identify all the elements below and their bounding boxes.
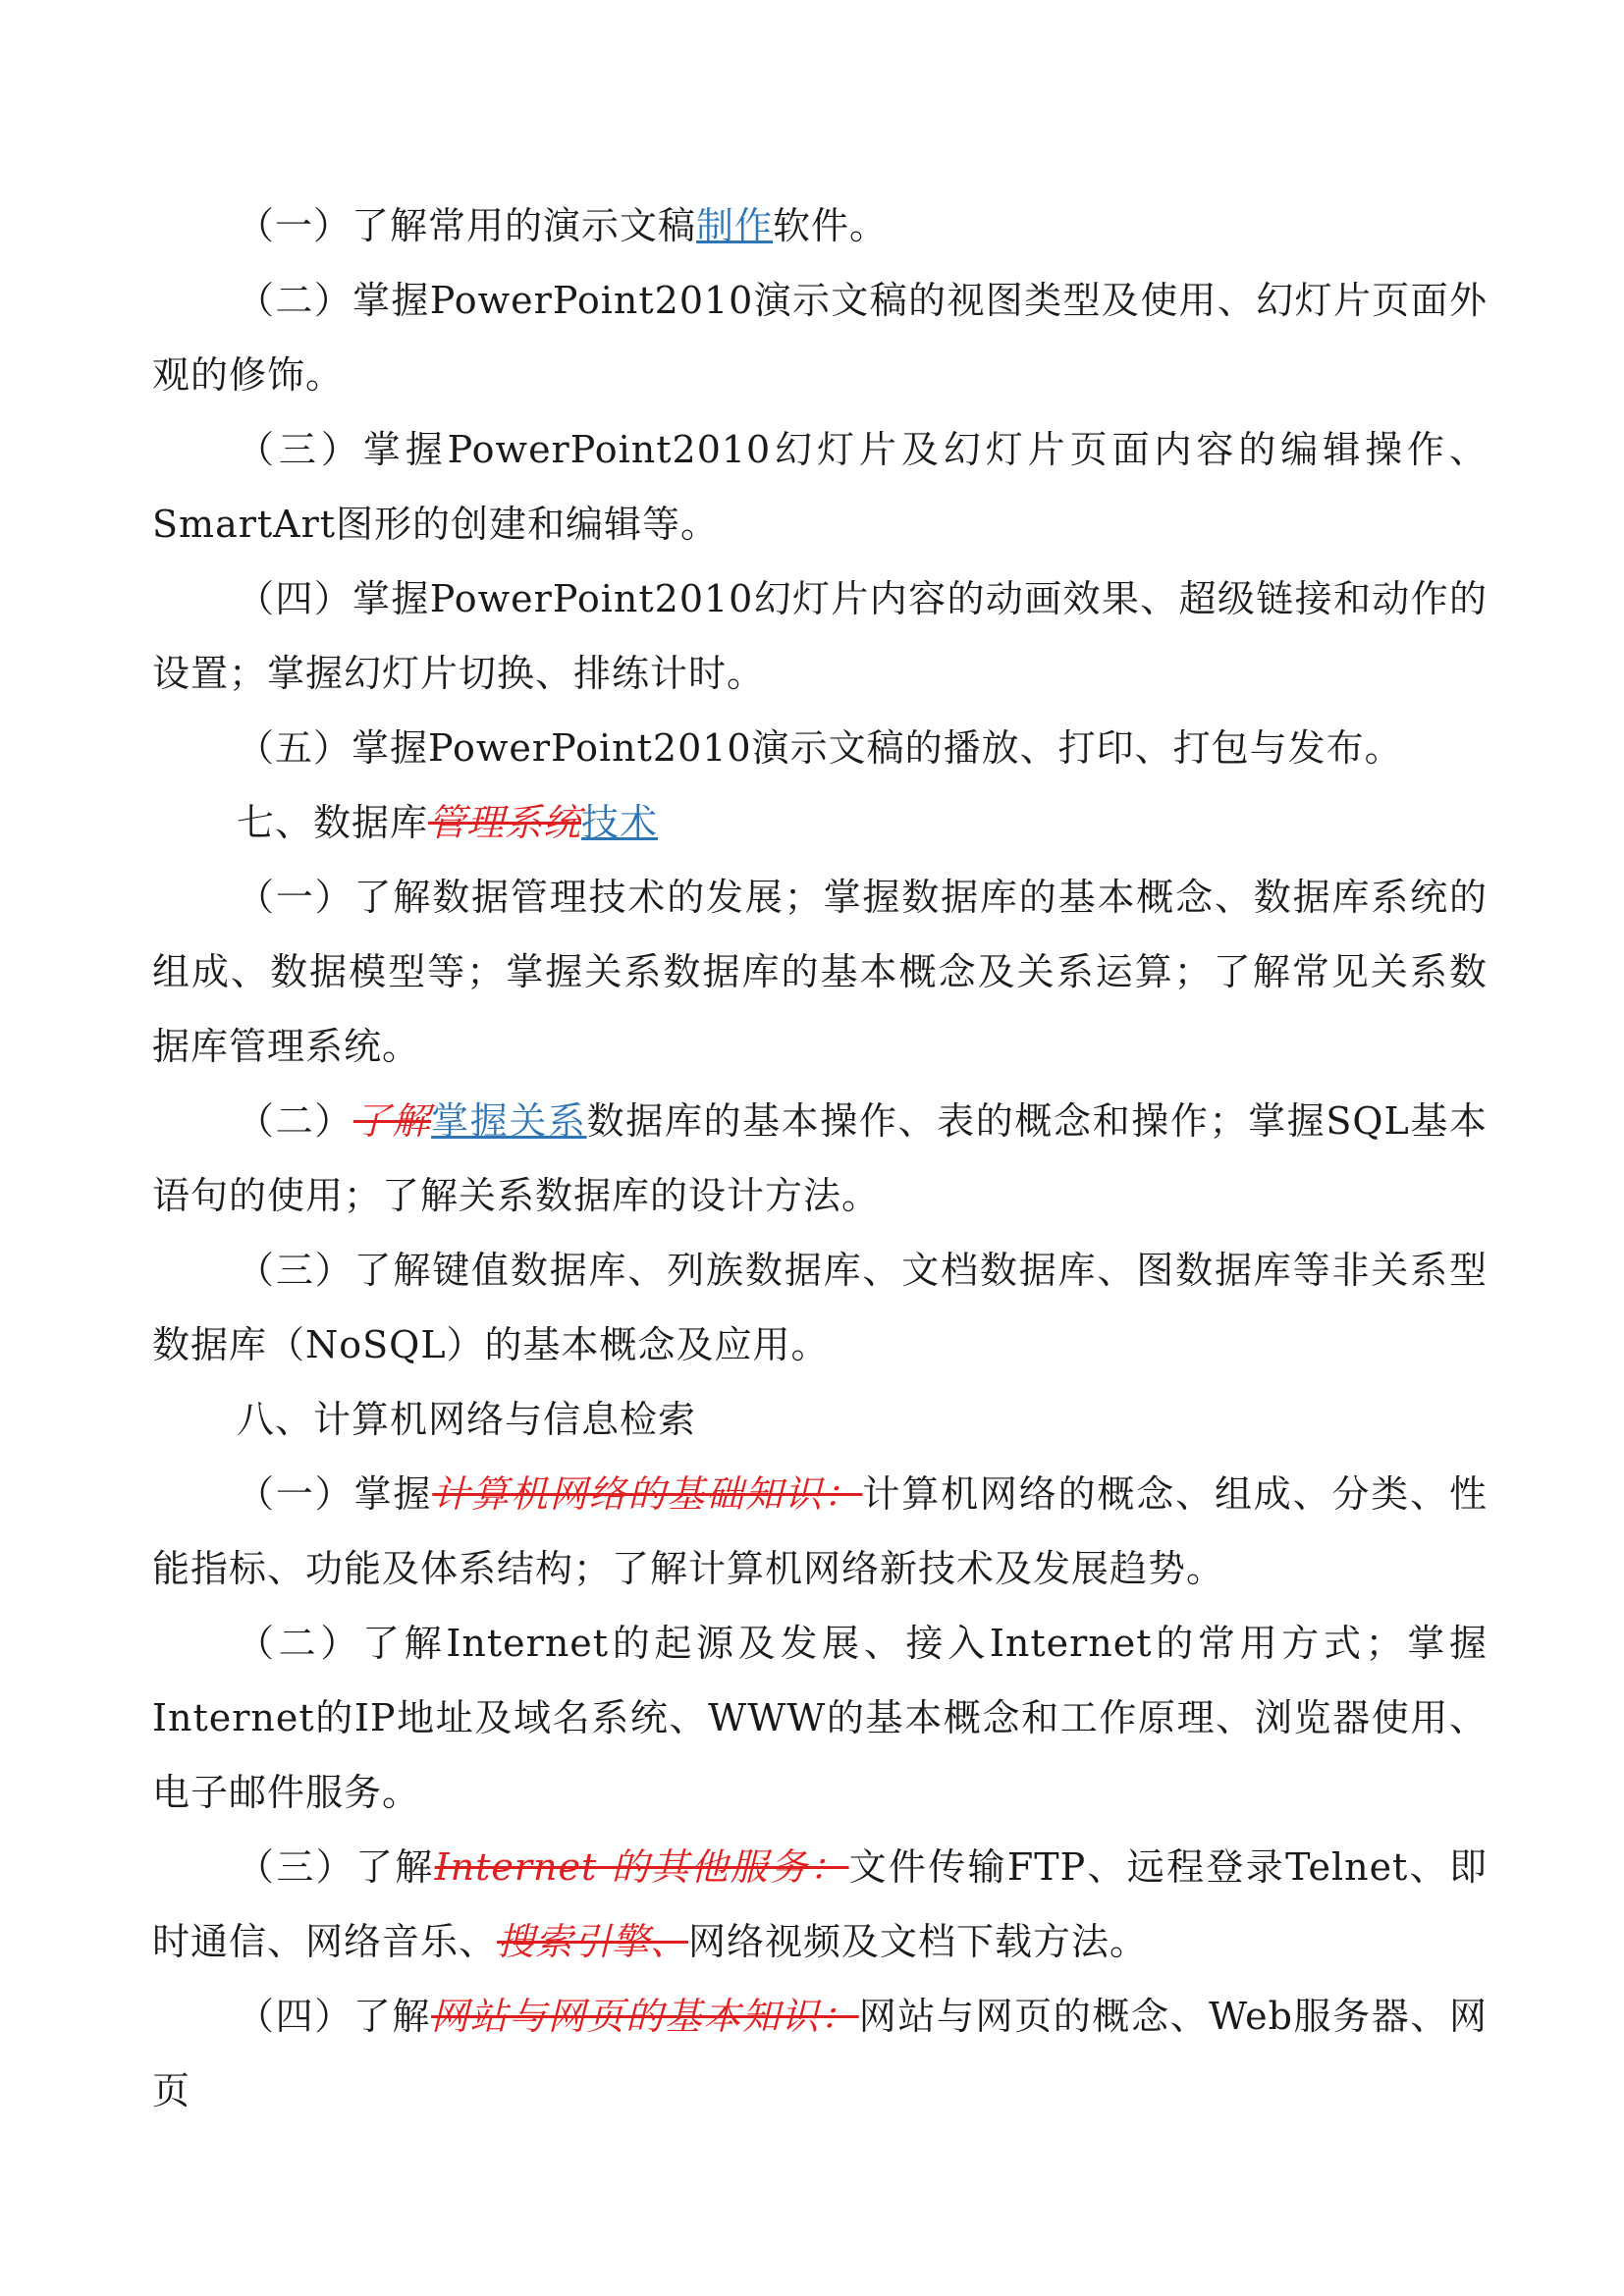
section-heading-network: [152, 1382, 1488, 1457]
text-run: 网络视频及文档下载方法。: [688, 1920, 1149, 1963]
text-run: （四）了解: [237, 1995, 432, 2038]
paragraph-internet-services: [152, 1830, 1488, 1979]
deleted-text: 搜索引擎、: [497, 1920, 689, 1963]
section-heading-database: [152, 785, 1488, 860]
inserted-text: 制作: [696, 204, 774, 247]
paragraph-ppt-editing: [152, 412, 1488, 561]
text-run: 八、计算机网络与信息检索: [237, 1398, 697, 1441]
text-run: 文件传输FTP、远程登录Telnet、即时通信、网络音乐、: [152, 1845, 1488, 1963]
deleted-text: Internet 的其他服务：: [434, 1845, 849, 1889]
text-run: （四）掌握PowerPoint2010幻灯片内容的动画效果、超级链接和动作的设置；掌握幻灯片切换、排练计时。: [152, 577, 1488, 695]
inserted-text: 掌握关系: [431, 1099, 587, 1143]
text-run: （五）掌握PowerPoint2010演示文稿的播放、打印、打包与发布。: [237, 726, 1403, 770]
deleted-text: 管理系统: [428, 801, 582, 844]
paragraph-nosql: [152, 1233, 1488, 1382]
deleted-text: 计算机网络的基础知识：: [432, 1472, 863, 1516]
paragraph-ppt-views: [152, 263, 1488, 412]
deleted-text: 了解: [352, 1099, 432, 1143]
text-run: 数据库的基本操作、表的概念和操作；掌握SQL基本语句的使用；了解关系数据库的设计方法。: [152, 1099, 1488, 1217]
paragraph-presentation-software: [152, 188, 1488, 263]
text-run: （二）了解Internet的起源及发展、接入Internet的常用方式；掌握Internet的IP地址及域名系统、WWW的基本概念和工作原理、浏览器使用、电子邮件服务。: [152, 1622, 1488, 1814]
paragraph-db-concepts: [152, 860, 1488, 1084]
text-run: （一）掌握: [237, 1472, 433, 1516]
text-run: 网站与网页的概念、Web服务器、网页: [152, 1995, 1488, 2112]
paragraph-internet: [152, 1606, 1488, 1830]
document-body: [152, 188, 1488, 2128]
paragraph-ppt-animation: [152, 561, 1488, 711]
paragraph-ppt-publishing: [152, 711, 1488, 785]
text-run: （三）掌握PowerPoint2010幻灯片及幻灯片页面内容的编辑操作、SmartArt图形的创建和编辑等。: [152, 428, 1488, 546]
text-run: （二）: [237, 1099, 353, 1143]
text-run: （三）了解键值数据库、列族数据库、文档数据库、图数据库等非关系型数据库（NoSQL）的基本概念及应用。: [152, 1249, 1488, 1366]
text-run: （一）了解数据管理技术的发展；掌握数据库的基本概念、数据库系统的组成、数据模型等；掌握关系数据库的基本概念及关系运算；了解常见关系数据库管理系统。: [152, 876, 1488, 1068]
text-run: 软件。: [773, 204, 889, 247]
text-run: （一）了解常用的演示文稿: [237, 204, 697, 247]
text-run: （三）了解: [237, 1845, 435, 1889]
paragraph-network-basics: [152, 1457, 1488, 1606]
paragraph-db-operations: [152, 1084, 1488, 1233]
paragraph-websites: [152, 1979, 1488, 2128]
inserted-text: 技术: [581, 801, 659, 844]
deleted-text: 网站与网页的基本知识：: [431, 1995, 859, 2038]
text-run: 七、数据库: [237, 801, 429, 844]
text-run: （二）掌握PowerPoint2010演示文稿的视图类型及使用、幻灯片页面外观的修饰。: [152, 279, 1488, 397]
text-run: 计算机网络的概念、组成、分类、性能指标、功能及体系结构；了解计算机网络新技术及发展趋势。: [152, 1472, 1488, 1590]
